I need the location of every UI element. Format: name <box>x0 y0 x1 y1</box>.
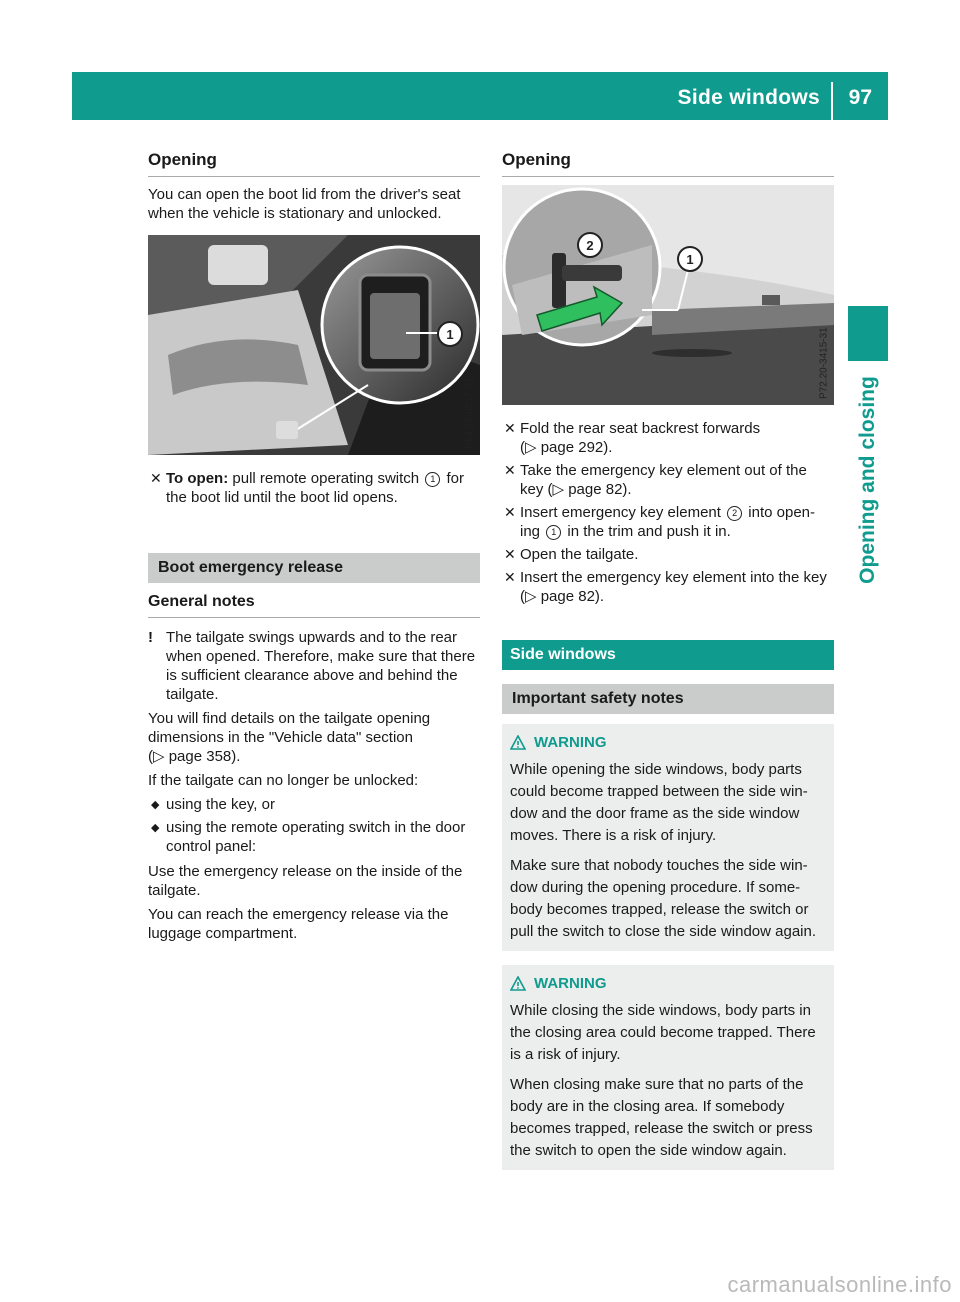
warning-text: Make sure that nobody touches the side win-dow during the opening procedure. If some-body becomes trapped, release the switch or pull the switch to close the side window again. <box>510 857 817 940</box>
warning-heading <box>510 975 826 992</box>
step-text: Insert the emergency key element into the key <box>520 569 827 586</box>
note-text: The tailgate swings upwards and to the rear when opened. Therefore, make sure that there is sufficient clearance above and behind the tailgate. <box>166 629 476 703</box>
figure-door-switch <box>148 235 480 455</box>
warning-title: WARNING <box>534 734 607 751</box>
step-text-b: for the boot lid until the boot lid opens. <box>166 470 465 506</box>
bullet-icon: ◆ <box>151 799 160 811</box>
step-text: in the trim and push it in. <box>567 523 731 540</box>
callout-1-inline: 1 <box>425 472 440 487</box>
warning-triangle-icon <box>510 976 526 992</box>
details-page-ref[interactable]: (▷ page 358). <box>148 748 241 765</box>
list-item <box>502 461 834 499</box>
details-text-a: You will find details on the tailgate opening dimensions in the "Vehicle data" section <box>148 710 431 746</box>
figure-code-left: P54.25-0537-31 <box>465 377 476 449</box>
left-column <box>148 150 480 948</box>
step-text: Fold the rear seat backrest forwards <box>520 420 761 437</box>
step-arrow-icon: ✕ <box>504 569 516 585</box>
list-item <box>502 568 834 606</box>
warning-text: While closing the side windows, body parts in the closing area could become trapped. There is a risk of injury. <box>510 1002 816 1063</box>
open-step <box>148 469 480 507</box>
step-text: Take the emergency key element out of the key <box>520 462 807 498</box>
details-text <box>148 709 480 766</box>
step-arrow-icon: ✕ <box>504 420 516 436</box>
header-title: Side windows <box>677 86 820 109</box>
warning-box-closing <box>502 965 834 1170</box>
callout-2-inline: 2 <box>727 506 742 521</box>
bullet-icon: ◆ <box>151 822 160 834</box>
side-tab <box>848 306 888 361</box>
callout-1-left: 1 <box>446 327 454 342</box>
use-release-text: Use the emergency release on the inside of the tailgate. <box>148 863 463 899</box>
bullet-text: using the key, or <box>166 796 275 813</box>
material-damage-note <box>148 628 480 704</box>
cannot-unlock-text: If the tailgate can no longer be unlocked: <box>148 772 419 789</box>
tailgate-release-illustration <box>502 185 834 405</box>
callout-1-right: 1 <box>686 252 694 267</box>
figure-code-right: P72.20-3415-31 <box>819 327 830 399</box>
opening-text: You can open the boot lid from the driver's seat when the vehicle is stationary and unlocked. <box>148 186 461 222</box>
step-arrow-icon: ✕ <box>504 462 516 478</box>
opening-heading-right: Opening <box>502 150 834 177</box>
emergency-steps-list <box>502 419 834 606</box>
warning-box-opening <box>502 724 834 951</box>
right-column <box>502 150 834 1184</box>
step-text: into open-ing <box>520 504 815 540</box>
step-text-a: pull remote operating switch <box>232 470 420 487</box>
door-switch-illustration <box>148 235 480 455</box>
warning-text: While opening the side windows, body parts could become trapped between the side win-dow and the door frame as the side window moves. There is a risk of injury. <box>510 761 808 844</box>
bullet-list <box>148 795 480 856</box>
general-notes-heading: General notes <box>148 593 480 618</box>
page-ref[interactable]: (▷ page 82). <box>547 481 632 498</box>
warning-title: WARNING <box>534 975 607 992</box>
step-arrow-icon: ✕ <box>504 546 516 562</box>
section-side-windows: Side windows <box>502 640 834 670</box>
callout-1-inline: 1 <box>546 525 561 540</box>
opening-heading-left: Opening <box>148 150 480 177</box>
watermark: carmanualsonline.info <box>727 1272 952 1297</box>
exclamation-icon: ! <box>148 629 153 646</box>
list-item <box>502 503 834 541</box>
step-text: Open the tailgate. <box>520 546 639 563</box>
side-chapter-label: Opening and closing <box>856 376 879 584</box>
list-item <box>502 419 834 457</box>
list-item <box>148 795 480 814</box>
section-boot-emergency-release: Boot emergency release <box>148 553 480 583</box>
step-label: To open: <box>166 470 229 487</box>
callout-2-right: 2 <box>586 238 594 253</box>
page-ref[interactable]: (▷ page 292). <box>520 439 613 456</box>
header-bar <box>72 72 888 120</box>
step-text: Insert emergency key element <box>520 504 721 521</box>
open-step-list <box>148 469 480 507</box>
reach-release-text: You can reach the emergency release via the luggage compartment. <box>148 906 449 942</box>
warning-heading <box>510 734 826 751</box>
header-separator <box>831 82 833 120</box>
page-ref[interactable]: (▷ page 82). <box>520 588 605 605</box>
important-safety-notes-heading: Important safety notes <box>502 684 834 714</box>
step-arrow-icon: ✕ <box>150 470 162 486</box>
warning-text: When closing make sure that no parts of the body are in the closing area. If somebody becomes trapped, release the switch or press the switch to open the side window again. <box>510 1076 813 1159</box>
page-number: 97 <box>848 86 872 109</box>
figure-tailgate-release <box>502 185 834 405</box>
bullet-text: using the remote operating switch in the door control panel: <box>166 819 466 855</box>
list-item <box>148 818 480 856</box>
list-item <box>502 545 834 564</box>
warning-triangle-icon <box>510 735 526 751</box>
step-arrow-icon: ✕ <box>504 504 516 520</box>
